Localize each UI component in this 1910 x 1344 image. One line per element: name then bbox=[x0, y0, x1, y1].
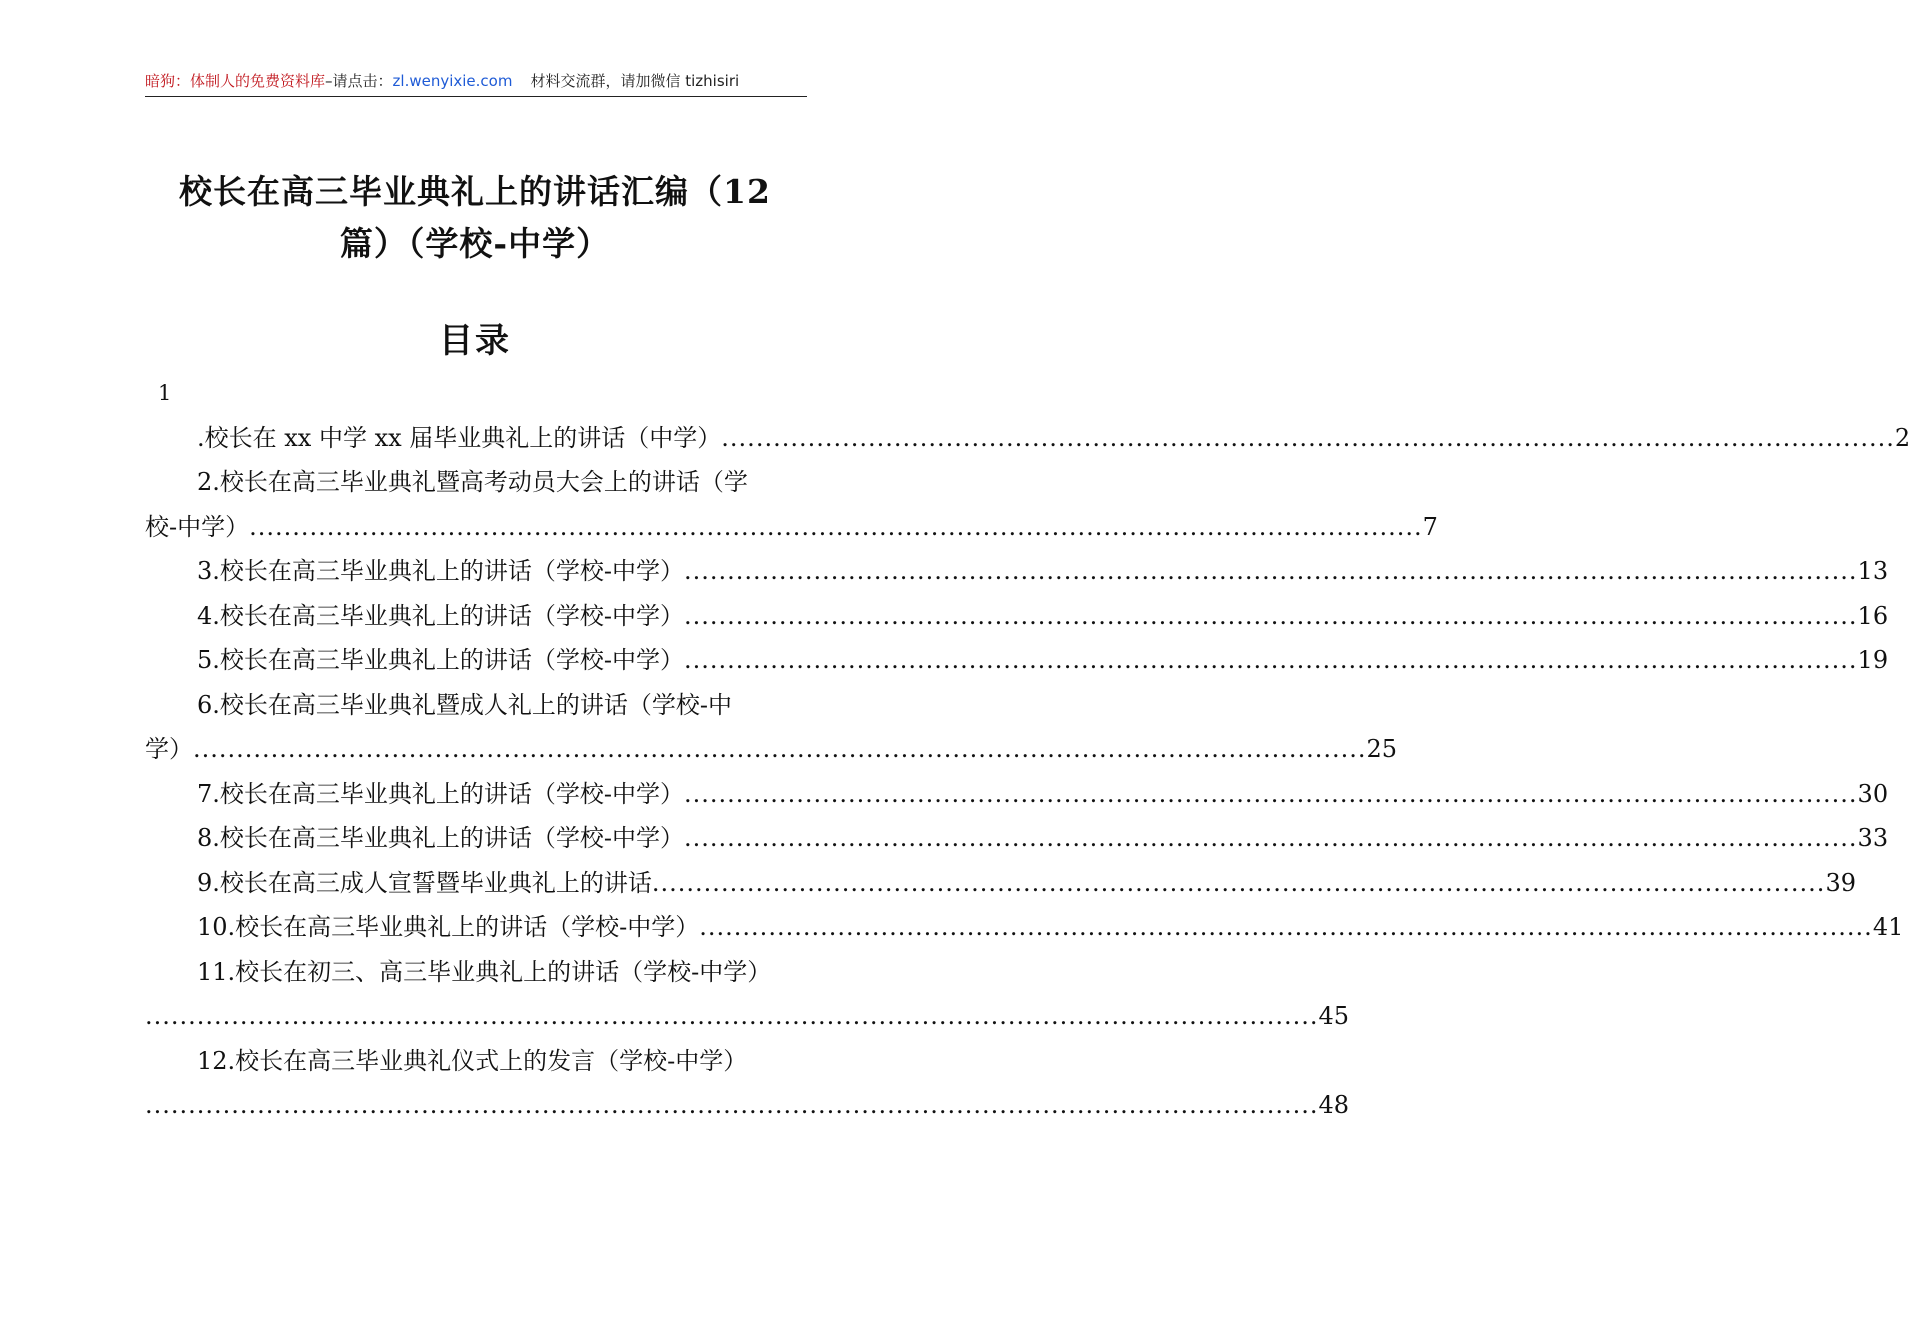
toc-entry-6-line-1[interactable] bbox=[145, 683, 805, 727]
page-header bbox=[145, 66, 807, 97]
header-brand: 暗狗：体制人的免费资料库 bbox=[145, 72, 326, 90]
toc-entry-title: 10.校长在高三毕业典礼上的讲话（学校-中学） bbox=[197, 913, 700, 941]
toc-entry-title: 11.校长在初三、高三毕业典礼上的讲话（学校-中学） bbox=[197, 958, 772, 986]
header-prompt: –请点击： bbox=[325, 72, 393, 90]
toc-entry-page: 16 bbox=[1857, 602, 1889, 630]
toc-entry-10[interactable] bbox=[145, 905, 1904, 949]
toc-entry-3[interactable] bbox=[145, 549, 1889, 593]
toc-entry-page: 45 bbox=[1318, 1002, 1350, 1030]
toc-entry-title: 3.校长在高三毕业典礼上的讲话（学校-中学） bbox=[197, 557, 685, 585]
toc-leader bbox=[699, 905, 1873, 949]
header-link[interactable]: zl.wenyixie.com bbox=[392, 72, 513, 90]
toc-entry-2-line-1[interactable] bbox=[145, 460, 805, 504]
document-title-line-1: 校长在高三毕业典礼上的讲话汇编（12 bbox=[179, 172, 771, 211]
toc-leader bbox=[684, 638, 1858, 682]
toc-entry-page: 13 bbox=[1857, 557, 1889, 585]
toc-entry-4[interactable] bbox=[145, 594, 1889, 638]
toc-entry-6-line-2[interactable] bbox=[145, 727, 1398, 771]
toc-leader bbox=[684, 816, 1858, 860]
toc-entry-8[interactable] bbox=[145, 816, 1889, 860]
toc-entry-title-cont: 学） bbox=[145, 735, 193, 763]
header-contact: 材料交流群，请加微信 tizhisiri bbox=[530, 72, 740, 90]
toc-entry-page: 30 bbox=[1857, 780, 1889, 808]
toc-leader bbox=[145, 1083, 1319, 1127]
toc-leader bbox=[684, 549, 1858, 593]
toc-leader bbox=[721, 416, 1895, 460]
toc-entry-page: 7 bbox=[1422, 513, 1438, 541]
toc-entry-1[interactable] bbox=[145, 416, 1910, 460]
toc-entry-title-cont: 校-中学） bbox=[145, 513, 250, 541]
toc-entry-5[interactable] bbox=[145, 638, 1889, 682]
toc-entry-page: 19 bbox=[1857, 646, 1889, 674]
toc-leader bbox=[249, 505, 1423, 549]
toc-stray-number: 1 bbox=[158, 381, 172, 405]
toc-entry-12-line-2[interactable] bbox=[145, 1083, 1350, 1127]
toc-entry-7[interactable] bbox=[145, 772, 1889, 816]
toc-entry-page: 48 bbox=[1318, 1091, 1350, 1119]
toc-entry-title: 8.校长在高三毕业典礼上的讲话（学校-中学） bbox=[197, 824, 685, 852]
toc-entry-title: 7.校长在高三毕业典礼上的讲话（学校-中学） bbox=[197, 780, 685, 808]
toc-entry-title: 12.校长在高三毕业典礼仪式上的发言（学校-中学） bbox=[197, 1047, 748, 1075]
toc-leader bbox=[193, 727, 1367, 771]
document-title-line-2: 篇）（学校-中学） bbox=[339, 224, 611, 263]
toc-entry-11-line-2[interactable] bbox=[145, 994, 1350, 1038]
toc-entry-title: 6.校长在高三毕业典礼暨成人礼上的讲话（学校-中 bbox=[197, 691, 733, 719]
toc-entry-title: 5.校长在高三毕业典礼上的讲话（学校-中学） bbox=[197, 646, 685, 674]
toc-entry-title: 2.校长在高三毕业典礼暨高考动员大会上的讲话（学 bbox=[197, 468, 748, 496]
toc-entry-title: 4.校长在高三毕业典礼上的讲话（学校-中学） bbox=[197, 602, 685, 630]
toc-leader bbox=[652, 861, 1826, 905]
toc-leader bbox=[684, 772, 1858, 816]
toc-entry-12-line-1[interactable] bbox=[145, 1039, 805, 1083]
toc-leader bbox=[684, 594, 1858, 638]
toc-entry-page: 2 bbox=[1894, 424, 1910, 452]
toc-entry-title: .校长在 xx 中学 xx 届毕业典礼上的讲话（中学） bbox=[197, 424, 722, 452]
toc-entry-11-line-1[interactable] bbox=[145, 950, 805, 994]
toc-entry-page: 33 bbox=[1857, 824, 1889, 852]
toc-entry-title: 9.校长在高三成人宣誓暨毕业典礼上的讲话 bbox=[197, 869, 652, 897]
toc-entry-page: 41 bbox=[1872, 913, 1904, 941]
toc-leader bbox=[145, 994, 1319, 1038]
toc-heading: 目录 bbox=[439, 321, 511, 361]
toc-entry-page: 25 bbox=[1366, 735, 1398, 763]
toc-entry-2-line-2[interactable] bbox=[145, 505, 1438, 549]
toc-entry-page: 39 bbox=[1825, 869, 1856, 897]
toc-entry-9[interactable] bbox=[145, 861, 1856, 905]
